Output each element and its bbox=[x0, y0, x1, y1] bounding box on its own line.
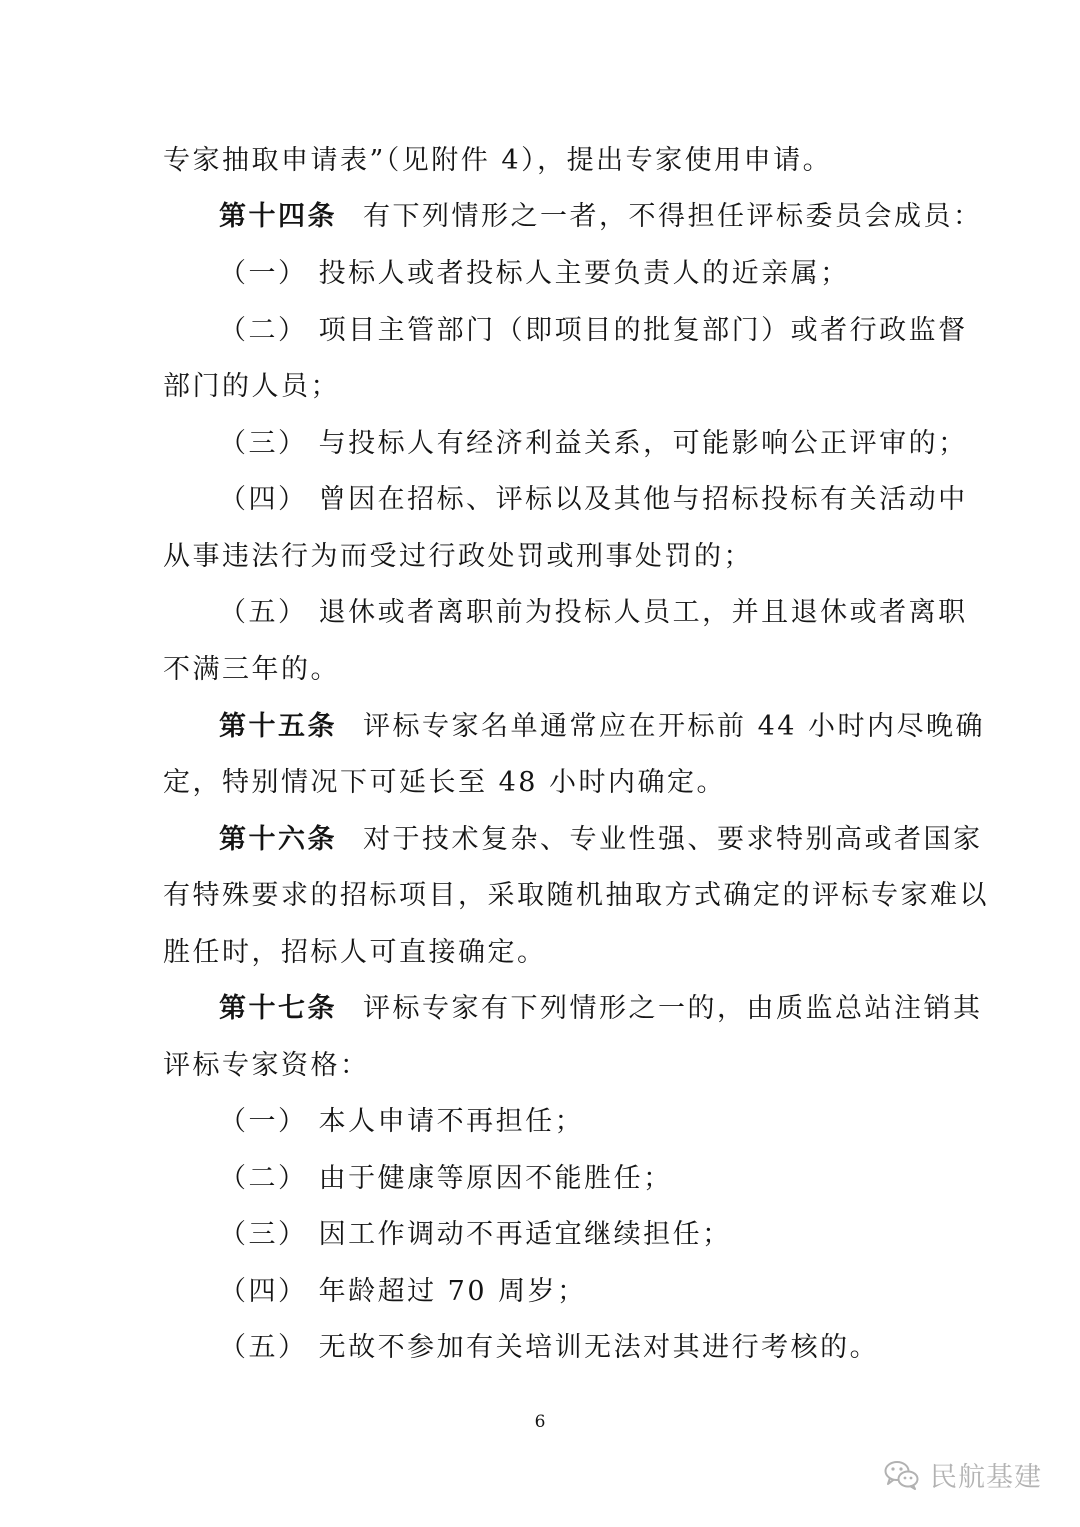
article-heading: 第十四条 bbox=[219, 201, 337, 232]
list-item: （三） 因工作调动不再适宜继续担任； bbox=[219, 1219, 732, 1250]
list-item: （一） 投标人或者投标人主要负责人的近亲属； bbox=[219, 258, 850, 289]
article-14: 第十四条 有下列情形之一者，不得担任评标委员会成员： bbox=[219, 201, 983, 232]
list-item: （四） 年龄超过 70 周岁； bbox=[219, 1276, 587, 1307]
article-heading: 第十七条 bbox=[219, 993, 337, 1024]
text-line: 定，特别情况下可延长至 48 小时内确定。 bbox=[163, 767, 727, 798]
text-line: 不满三年的。 bbox=[163, 654, 340, 685]
wechat-icon bbox=[884, 1460, 920, 1490]
watermark-text: 民航基建 bbox=[930, 1462, 1042, 1493]
article-16: 第十六条 对于技术复杂、专业性强、要求特别高或者国家 bbox=[219, 824, 983, 855]
text-line: 评标专家资格： bbox=[163, 1050, 370, 1081]
text-line: 胜任时，招标人可直接确定。 bbox=[163, 937, 547, 968]
article-15: 第十五条 评标专家名单通常应在开标前 44 小时内尽晚确 bbox=[219, 711, 986, 742]
watermark bbox=[884, 1455, 1042, 1494]
list-item: （五） 退休或者离职前为投标人员工，并且退休或者离职 bbox=[219, 597, 968, 628]
article-heading: 第十六条 bbox=[219, 824, 337, 855]
article-heading: 第十五条 bbox=[219, 711, 337, 742]
list-item: （二） 由于健康等原因不能胜任； bbox=[219, 1163, 673, 1194]
text-line: 部门的人员； bbox=[163, 371, 340, 402]
list-item: （四） 曾因在招标、评标以及其他与招标投标有关活动中 bbox=[219, 484, 968, 515]
list-item: （二） 项目主管部门（即项目的批复部门）或者行政监督 bbox=[219, 315, 968, 346]
list-item: （三） 与投标人有经济利益关系，可能影响公正评审的； bbox=[219, 428, 968, 459]
list-item: （五） 无故不参加有关培训无法对其进行考核的。 bbox=[219, 1332, 880, 1363]
text-line: 有特殊要求的招标项目，采取随机抽取方式确定的评标专家难以 bbox=[163, 880, 989, 911]
text-line: 专家抽取申请表”（见附件 4），提出专家使用申请。 bbox=[163, 145, 833, 176]
list-item: （一） 本人申请不再担任； bbox=[219, 1106, 585, 1137]
page-number: 6 bbox=[534, 1412, 546, 1432]
article-17: 第十七条 评标专家有下列情形之一的，由质监总站注销其 bbox=[219, 993, 983, 1024]
text-line: 从事违法行为而受过行政处罚或刑事处罚的； bbox=[163, 541, 753, 572]
